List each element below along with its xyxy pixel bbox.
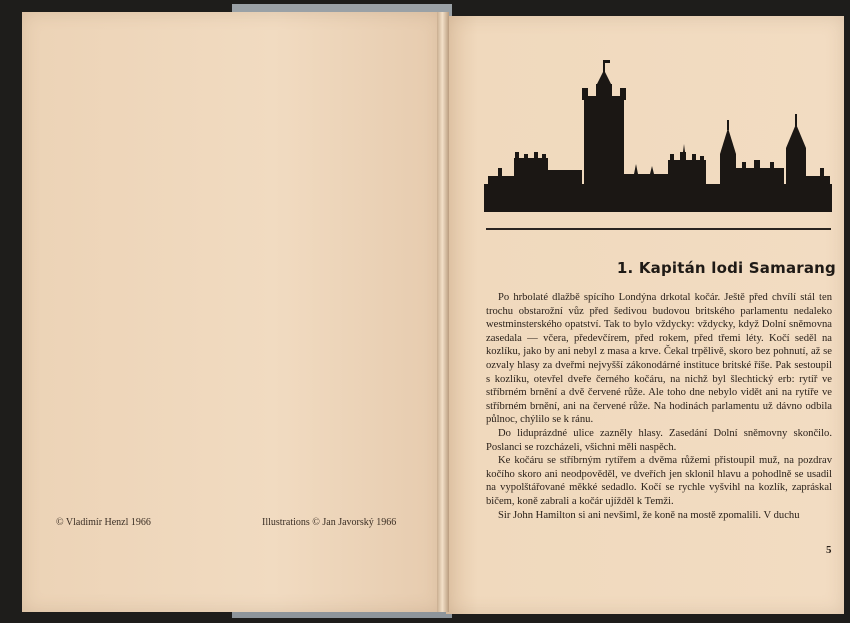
page-number: 5 bbox=[826, 544, 832, 556]
book-gutter bbox=[437, 12, 449, 612]
body-text bbox=[486, 291, 832, 522]
chapter-title: 1. Kapitán lodi Samarang bbox=[616, 259, 836, 277]
paragraph: Ke kočáru se stříbrným rytířem a dvěma růžemi přistoupil muž, na pozdrav kočího skoro ani neodpověděl, ve dveřích jen sklonil hlavu a pohodlně se usadil na vypolštářované měkké sedadlo. Kočí se rychle vyšvihl na kozlík, zapráskal bičem, koně zabrali a kočár ujížděl k Temži. bbox=[486, 455, 832, 507]
copyright-illustrations: Illustrations © Jan Javorský 1966 bbox=[262, 517, 397, 528]
paragraph: Sir John Hamilton si ani nevšiml, že koně na mostě zpomalili. V duchu bbox=[498, 509, 800, 521]
paragraph: Do liduprázdné ulice zazněly hlasy. Zasedání Dolní sněmovny skončilo. Poslanci se rozcházeli, všichni měli naspěch. bbox=[486, 427, 832, 453]
parliament-skyline-illustration bbox=[484, 58, 832, 214]
paragraph: Po hrbolaté dlažbě spícího Londýna drkotal kočár. Ještě před chvílí stál ten trochu obstarožní vůz před šedivou budovou britského parlamentu nedaleko westminsterského opatství. Tak to bylo vždycky: vždycky, když Dolní sněmovna zasedala — včera, předevčírem, před rokem, před třemi léty. Kočí seděl na kozlíku, jako by ani nebyl z masa a krve. Čekal trpělivě, skoro bez pohnutí, až se ozvaly hlasy za dveřmi nejvyšší zákonodárné instituce britské říše. Pak sestoupil s kozlíku, otevřel dveře černého kočáru, na nichž byl šlechtický erb: rytíř ve stříbrném brnění a dvě červené růže. Ale toho dne nebylo vidět ani na rytíře ve stříbrném brnění, ani na červené růže. Na hodinách parlamentu už dávno odbila půlnoc, chýlilo se k ránu. bbox=[486, 292, 832, 426]
copyright-author: © Vladimír Henzl 1966 bbox=[56, 517, 151, 528]
chapter-divider-rule bbox=[486, 228, 831, 230]
